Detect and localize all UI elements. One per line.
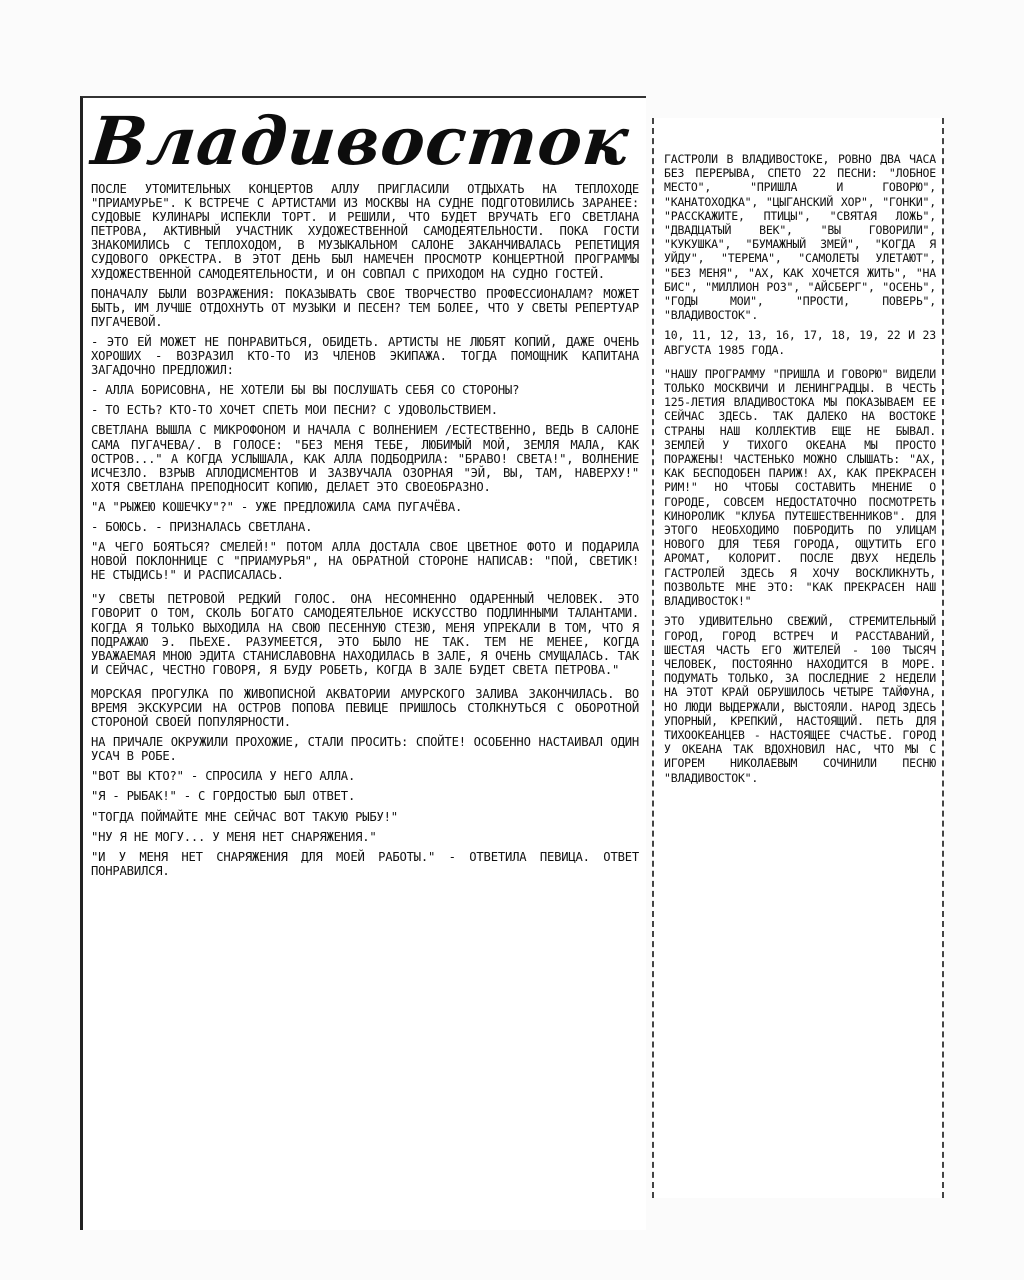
left-column-text [91, 182, 639, 1226]
paragraph: "А "РЫЖЕЮ КОШЕЧКУ"?" - УЖЕ ПРЕДЛОЖИЛА САМА ПУГАЧЁВА. [91, 499, 463, 514]
paragraph: СВЕТЛАНА ВЫШЛА С МИКРОФОНОМ И НАЧАЛА С ВОЛНЕНИЕМ /ЕСТЕСТВЕННО, ВЕДЬ В САЛОНЕ САМА ПУГАЧЕВА/. В ГОЛОСЕ: "БЕЗ МЕНЯ ТЕБЕ, ЛЮБИМЫЙ МОЙ, ЗЕМЛЯ МАЛА, КАК ОСТРОВ..." А КОГДА УСЛЫШАЛА, КАК АЛЛА ПОДБОДРИЛА: "БРАВО! СВЕТА!", ВОЛНЕНИЕ ИСЧЕЗЛО. ВЗРЫВ АПЛОДИСМЕНТОВ И ЗАЗВУЧАЛА ОЗОРНАЯ "ЭЙ, ВЫ, ТАМ, НАВЕРХУ!" ХОТЯ СВЕТЛАНА ПРЕПОДНОСИТ КОПИЮ, ДЕЛАЕТ ЭТО СВОЕОБРАЗНО. [91, 423, 639, 494]
paragraph: ГАСТРОЛИ В ВЛАДИВОСТОКЕ, РОВНО ДВА ЧАСА БЕЗ ПЕРЕРЫВА, СПЕТО 22 ПЕСНИ: "ЛОБНОЕ МЕСТО", "ПРИШЛА И ГОВОРЮ", "КАНАТОХОДКА", "ЦЫГАНСКИЙ ХОР", "ГОНКИ", "РАССКАЖИТЕ, ПТИЦЫ", "СВЯТАЯ ЛОЖЬ", "ДВАДЦАТЫЙ ВЕК", "ВЫ ГОВОРИЛИ", "КУКУШКА", "БУМАЖНЫЙ ЗМЕЙ", "КОГДА Я УЙДУ", "ТЕРЕМА", "САМОЛЕТЫ УЛЕТАЮТ", "БЕЗ МЕНЯ", "АХ, КАК ХОЧЕТСЯ ЖИТЬ", "НА БИС", "МИЛЛИОН РОЗ", "АЙСБЕРГ", "ОСЕНЬ", "ГОДЫ МОИ", "ПРОСТИ, ПОВЕРЬ", "ВЛАДИВОСТОК". [664, 152, 936, 323]
right-column-text [664, 152, 936, 1192]
left-clipping [80, 96, 646, 1230]
quote-paragraph: "НАШУ ПРОГРАММУ "ПРИШЛА И ГОВОРЮ" ВИДЕЛИ ТОЛЬКО МОСКВИЧИ И ЛЕНИНГРАДЦЫ. В ЧЕСТЬ 125-ЛЕТИЯ ВЛАДИВОСТОКА МЫ ПОКАЗЫВАЕМ ЕЕ СЕЙЧАС ЗДЕСЬ. ТАК ДАЛЕКО НА ВОСТОКЕ СТРАНЫ НАШ КОЛЛЕКТИВ ЕЩЕ НЕ БЫВАЛ. ЗЕМЛЕЙ У ТИХОГО ОКЕАНА МЫ ПРОСТО ПОРАЖЕНЫ! ЧАСТЕНЬКО МОЖНО СЛЫШАТЬ: "АХ, КАК БЕСПОДОБЕН ПАРИЖ! АХ, КАК ПРЕКРАСЕН РИМ!" НО ЧТОБЫ СОСТАВИТЬ МНЕНИЕ О ГОРОДЕ, СОВСЕМ НЕДОСТАТОЧНО ПОСМОТРЕТЬ КИНОРОЛИК "КЛУБА ПУТЕШЕСТВЕННИКОВ". ДЛЯ ЭТОГО НЕОБХОДИМО ПОБРОДИТЬ ПО УЛИЦАМ НОВОГО ДЛЯ ТЕБЯ ГОРОДА, ОЩУТИТЬ ЕГО АРОМАТ, КОЛОРИТ. ПОСЛЕ ДВУХ НЕДЕЛЬ ГАСТРОЛЕЙ ЗДЕСЬ Я ХОЧУ ВОСКЛИКНУТЬ, ПОЗВОЛЬТЕ МНЕ ЭТО: "КАК ПРЕКРАСЕН НАШ ВЛАДИВОСТОК!" [664, 366, 936, 609]
paragraph: "А ЧЕГО БОЯТЬСЯ? СМЕЛЕЙ!" ПОТОМ АЛЛА ДОСТАЛА СВОЕ ЦВЕТНОЕ ФОТО И ПОДАРИЛА НОВОЙ ПОКЛОННИЦЕ С "ПРИАМУРЬЯ", НА ОБРАТНОЙ СТОРОНЕ НАПИСАВ: "ПОЙ, СВЕТИК! НЕ СТЫДИСЬ!" И РАСПИСАЛАСЬ. [91, 540, 639, 583]
paragraph: - ТО ЕСТЬ? КТО-ТО ХОЧЕТ СПЕТЬ МОИ ПЕСНИ? С УДОВОЛЬСТВИЕМ. [91, 403, 498, 418]
dialogue-line: "ВОТ ВЫ КТО?" - СПРОСИЛА У НЕГО АЛЛА. [91, 769, 356, 784]
dialogue-line: "И У МЕНЯ НЕТ СНАРЯЖЕНИЯ ДЛЯ МОЕЙ РАБОТЫ." - ОТВЕТИЛА ПЕВИЦА. ОТВЕТ ПОНРАВИЛСЯ. [91, 849, 639, 878]
right-clipping [652, 118, 944, 1198]
dialogue-line: "НУ Я НЕ МОГУ... У МЕНЯ НЕТ СНАРЯЖЕНИЯ." [91, 829, 377, 844]
paragraph: - БОЮСЬ. - ПРИЗНАЛАСЬ СВЕТЛАНА. [91, 519, 313, 534]
article-title: Владивосток [86, 102, 633, 180]
dialogue-line: "ТОГДА ПОЙМАЙТЕ МНЕ СЕЙЧАС ВОТ ТАКУЮ РЫБУ!" [91, 809, 398, 824]
paragraph: ПОНАЧАЛУ БЫЛИ ВОЗРАЖЕНИЯ: ПОКАЗЫВАТЬ СВОЕ ТВОРЧЕСТВО ПРОФЕССИОНАЛАМ? МОЖЕТ БЫТЬ, ИМ ЛУЧШЕ ОТДОХНУТЬ ОТ МУЗЫКИ И ПЕСЕН? ТЕМ БОЛЕЕ, ЧТО У СВЕТЫ РЕПЕРТУАР ПУГАЧЕВОЙ. [91, 286, 639, 329]
quote-paragraph: "У СВЕТЫ ПЕТРОВОЙ РЕДКИЙ ГОЛОС. ОНА НЕСОМНЕННО ОДАРЕННЫЙ ЧЕЛОВЕК. ЭТО ГОВОРИТ О ТОМ, СКОЛЬ БОГАТО САМОДЕЯТЕЛЬНОЕ ИСКУССТВО ПОДЛИННЫМИ ТАЛАНТАМИ. КОГДА Я ТОЛЬКО ВЫХОДИЛА НА СВОЮ ПЕСЕННУЮ СТЕЗЮ, МЕНЯ УПРЕКАЛИ В ТОМ, ЧТО Я ПОДРАЖАЮ Э. ПЬЕХЕ. РАЗУМЕЕТСЯ, ЭТО БЫЛО НЕ ТАК. ТЕМ НЕ МЕНЕЕ, КОГДА УВАЖАЕМАЯ МНОЮ ЭДИТА СТАНИСЛАВОВНА НАХОДИЛАСЬ В ЗАЛЕ, Я ОЧЕНЬ СМУЩАЛАСЬ. ТАК И СЕЙЧАС, ЧЕСТНО ГОВОРЯ, Я БУДУ РОБЕТЬ, КОГДА В ЗАЛЕ БУДЕТ СВЕТА ПЕТРОВА." [91, 592, 639, 677]
paragraph: - ЭТО ЕЙ МОЖЕТ НЕ ПОНРАВИТЬСЯ, ОБИДЕТЬ. АРТИСТЫ НЕ ЛЮБЯТ КОПИЙ, ДАЖЕ ОЧЕНЬ ХОРОШИХ - ВОЗРАЗИЛ КТО-ТО ИЗ ЧЛЕНОВ ЭКИПАЖА. ТОГДА ПОМОЩНИК КАПИТАНА ЗАГАДОЧНО ПРЕДЛОЖИЛ: [91, 334, 639, 378]
paragraph: НА ПРИЧАЛЕ ОКРУЖИЛИ ПРОХОЖИЕ, СТАЛИ ПРОСИТЬ: СПОЙТЕ! ОСОБЕННО НАСТАИВАЛ ОДИН УСАЧ В РОБЕ. [91, 735, 639, 764]
dialogue-line: "Я - РЫБАК!" - С ГОРДОСТЬЮ БЫЛ ОТВЕТ. [91, 789, 356, 804]
dates-line: 10, 11, 12, 13, 16, 17, 18, 19, 22 И 23 АВГУСТА 1985 ГОДА. [664, 328, 936, 357]
paragraph: ПОСЛЕ УТОМИТЕЛЬНЫХ КОНЦЕРТОВ АЛЛУ ПРИГЛАСИЛИ ОТДЫХАТЬ НА ТЕПЛОХОДЕ "ПРИАМУРЬЕ". К ВСТРЕЧЕ С АРТИСТАМИ ИЗ МОСКВЫ НА СУДНЕ ПОДГОТОВИЛИСЬ ЗАРАНЕЕ: СУДОВЫЕ КУЛИНАРЫ ИСПЕКЛИ ТОРТ. И РЕШИЛИ, ЧТО БУДЕТ ВРУЧАТЬ ЕГО СВЕТЛАНА ПЕТРОВА, АКТИВНЫЙ УЧАСТНИК ХУДОЖЕСТВЕННОЙ САМОДЕЯТЕЛЬНОСТИ. ПОКА ГОСТИ ЗНАКОМИЛИСЬ С ТЕПЛОХОДОМ, В МУЗЫКАЛЬНОМ САЛОНЕ ЗАКАНЧИВАЛАСЬ РЕПЕТИЦИЯ СУДОВОГО ОРКЕСТРА. В ЭТОТ ДЕНЬ БЫЛ НАМЕЧЕН ПРОСМОТР КОНЦЕРТНОЙ ПРОГРАММЫ ХУДОЖЕСТВЕННОЙ САМОДЕЯТЕЛЬНОСТИ, И ОН СОВПАЛ С ПРИХОДОМ НА СУДНО ГОСТЕЙ. [91, 182, 639, 281]
paragraph: ЭТО УДИВИТЕЛЬНО СВЕЖИЙ, СТРЕМИТЕЛЬНЫЙ ГОРОД, ГОРОД ВСТРЕЧ И РАССТАВАНИЙ, ШЕСТАЯ ЧАСТЬ ЕГО ЖИТЕЛЕЙ - 100 ТЫСЯЧ ЧЕЛОВЕК, ПОСТОЯННО НАХОДИТСЯ В МОРЕ. ПОДУМАТЬ ТОЛЬКО, ЗА ПОСЛЕДНИЕ 2 НЕДЕЛИ НА ЭТОТ КРАЙ ОБРУШИЛОСЬ ЧЕТЫРЕ ТАЙФУНА, НО ЛЮДИ ВЫДЕРЖАЛИ, ВЫСТОЯЛИ. НАРОД ЗДЕСЬ УПОРНЫЙ, КРЕПКИЙ, НАСТОЯЩИЙ. ПЕТЬ ДЛЯ ТИХООКЕАНЦЕВ - НАСТОЯЩЕЕ СЧАСТЬЕ. ГОРОД У ОКЕАНА ТАК ВДОХНОВИЛ НАС, ЧТО МЫ С ИГОРЕМ НИКОЛАЕВЫМ СОЧИНИЛИ ПЕСНЮ "ВЛАДИВОСТОК". [664, 614, 936, 785]
paragraph: - АЛЛА БОРИСОВНА, НЕ ХОТЕЛИ БЫ ВЫ ПОСЛУШАТЬ СЕБЯ СО СТОРОНЫ? [91, 383, 520, 398]
paragraph: МОРСКАЯ ПРОГУЛКА ПО ЖИВОПИСНОЙ АКВАТОРИИ АМУРСКОГО ЗАЛИВА ЗАКОНЧИЛАСЬ. ВО ВРЕМЯ ЭКСКУРСИИ НА ОСТРОВ ПОПОВА ПЕВИЦЕ ПРИШЛОСЬ СТОЛКНУТЬСЯ С ОБОРОТНОЙ СТОРОНОЙ СВОЕЙ ПОПУЛЯРНОСТИ. [91, 686, 639, 730]
